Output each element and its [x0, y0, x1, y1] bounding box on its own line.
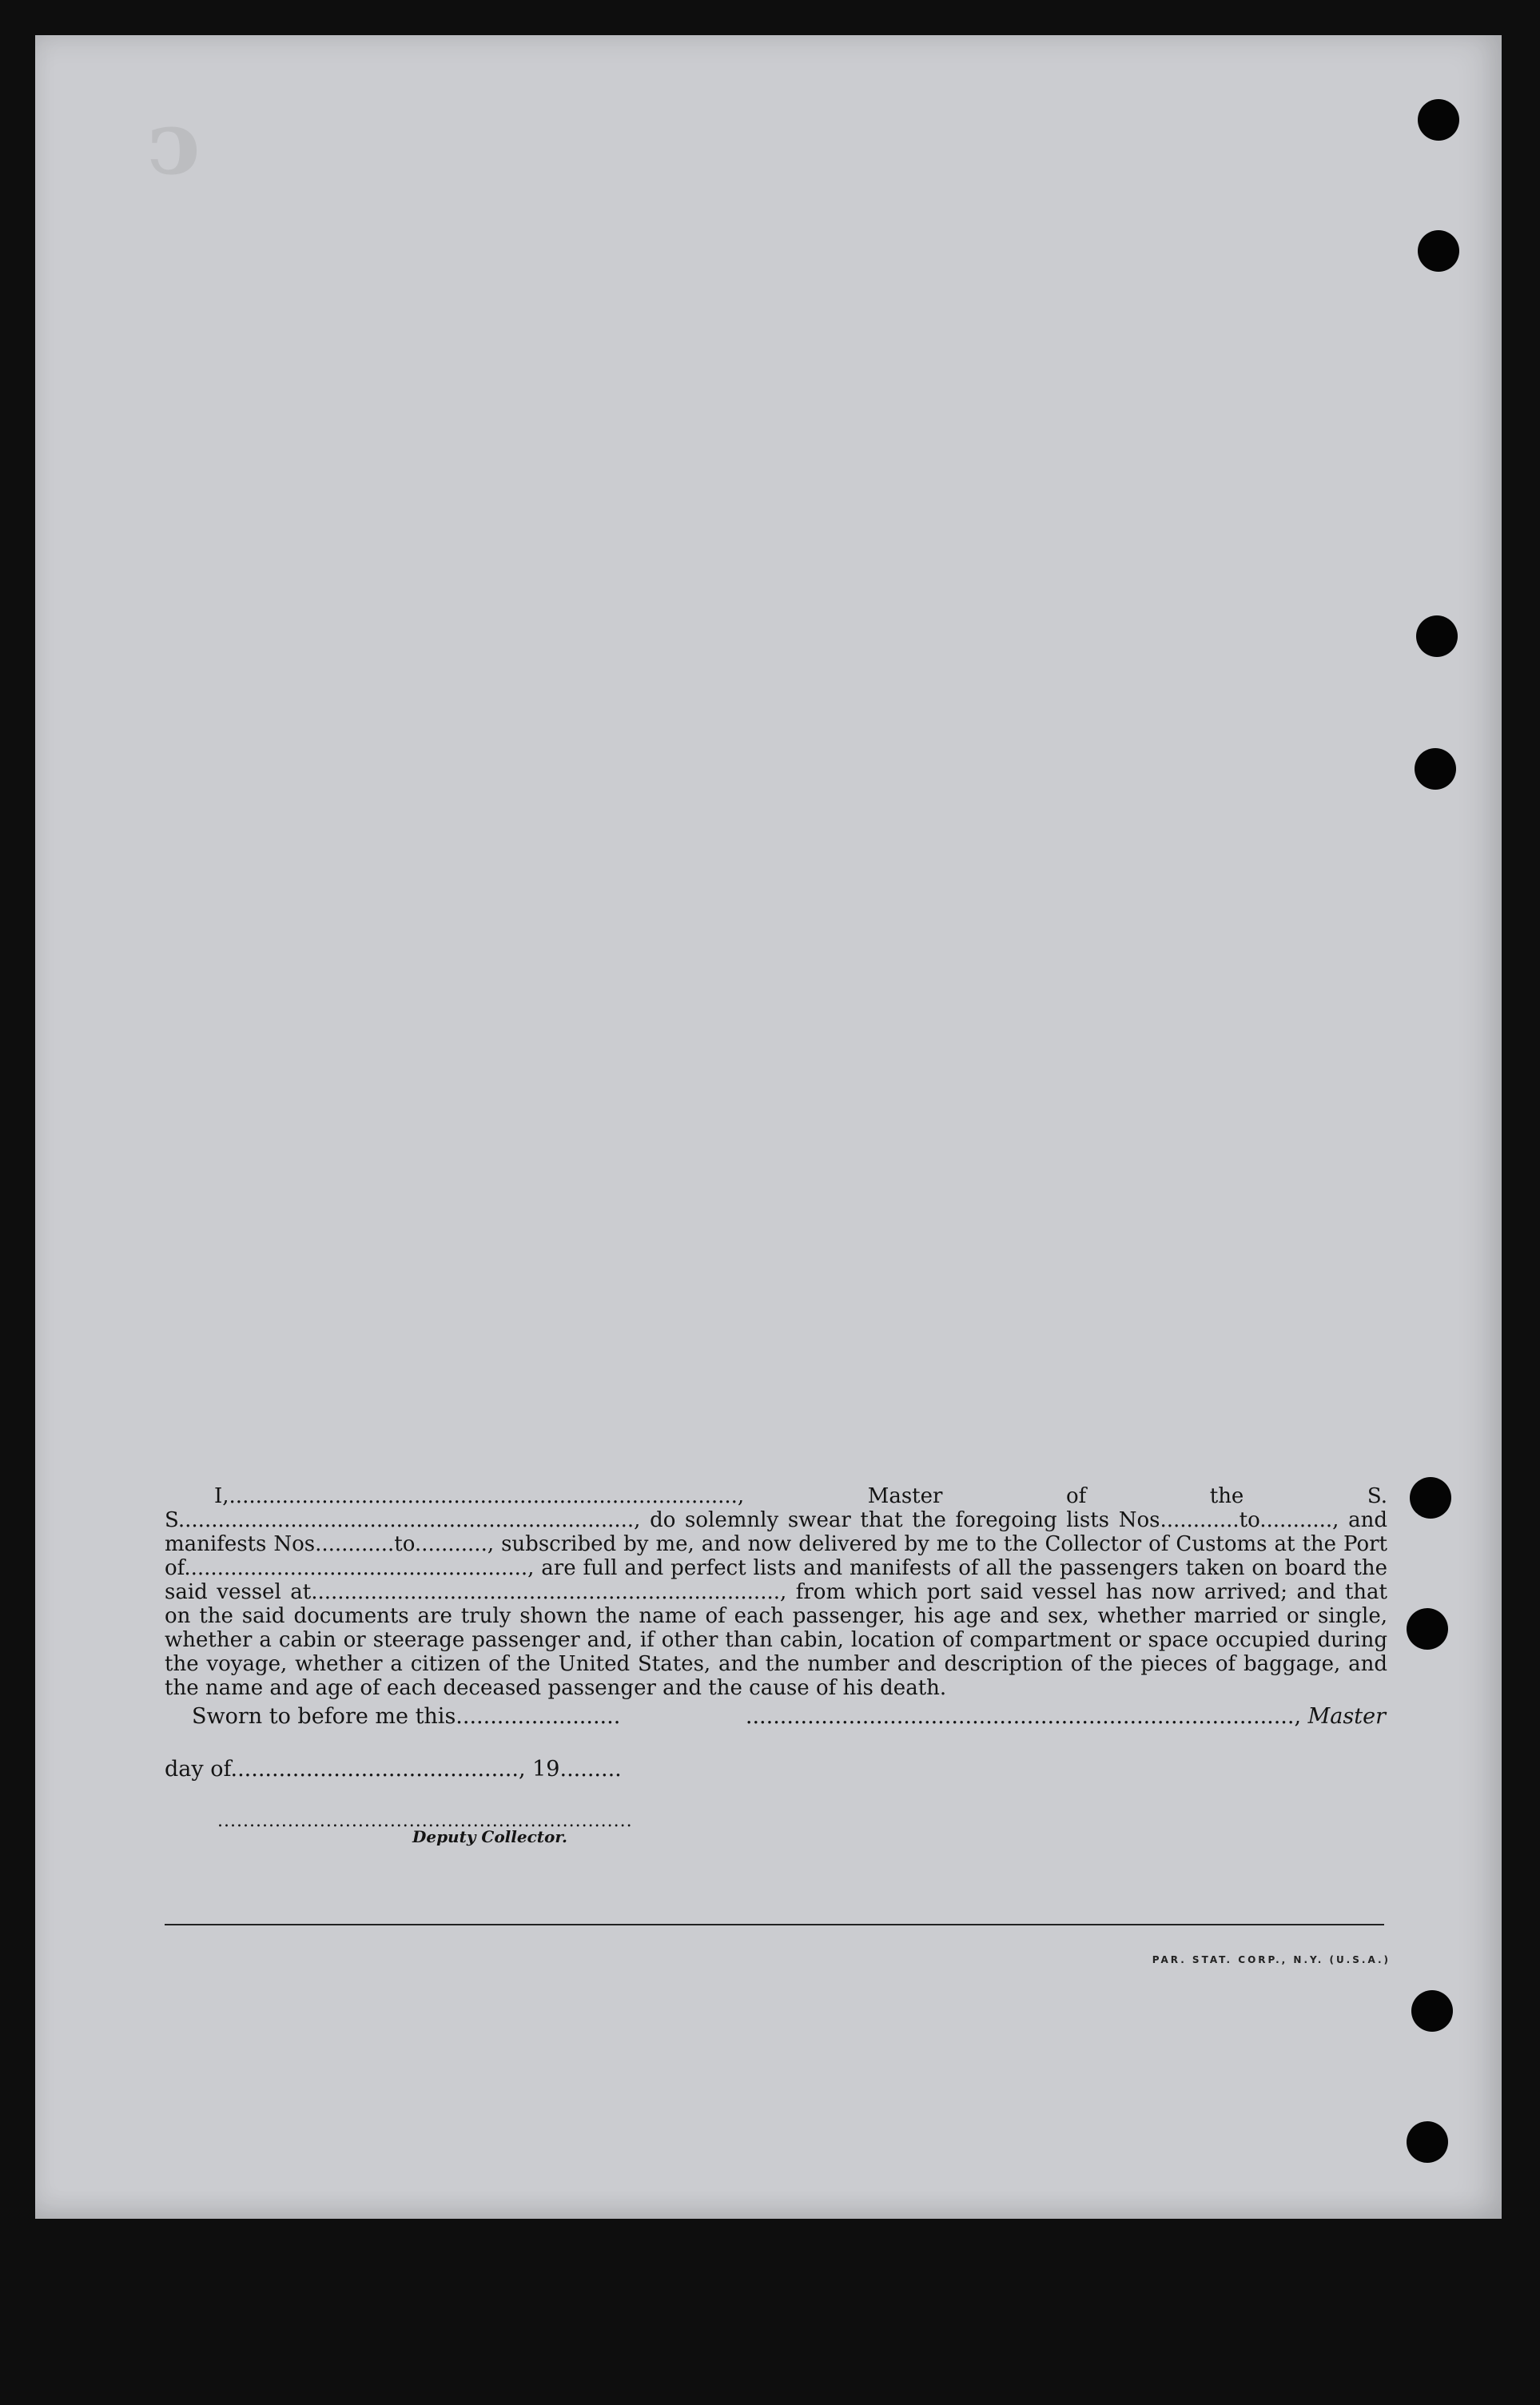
master-dots: ................................................................................, — [745, 1704, 1302, 1729]
punch-hole — [1418, 230, 1459, 272]
day-of-line: day of.........................................., 19......... — [165, 1757, 622, 1782]
sworn-before-me: Sworn to before me this........................ — [192, 1704, 621, 1729]
master-signature-line — [746, 1704, 1386, 1729]
footer-rule — [165, 1924, 1384, 1925]
deputy-signature-dots: ................................................................. — [217, 1811, 633, 1831]
punch-hole — [1407, 1608, 1448, 1650]
punch-hole — [1418, 99, 1459, 141]
punch-hole — [1410, 1477, 1451, 1519]
punch-hole — [1415, 748, 1456, 790]
document-page — [35, 35, 1502, 2219]
oath-body: swear that the foregoing lists Nos............to..........., and manifests Nos............to..........., subscribed by me, and now delivered by me to the Collector of Customs at the Port of...................................................., are full and perfect lists and manifests of all the passengers taken on board the said vessel at......................................................................., from which port said vessel has now arrived; and that on the said documents are truly shown the name of each passenger, his age and sex, whether married or single, whether a cabin or steerage passenger and, if other than cabin, location of compartment or space occupied during the voyage, whether a citizen of the United States, and the number and description of the pieces of baggage, and the name and age of each deceased passenger and the cause of his death. — [165, 1508, 1388, 1700]
master-label: Master — [1307, 1704, 1386, 1729]
punch-hole — [1411, 1990, 1453, 2032]
punch-hole — [1416, 615, 1458, 657]
printer-imprint: PAR. STAT. CORP., N.Y. (U.S.A.) — [1152, 1954, 1391, 1965]
oath-first-line: I,............................................................................., Master of the S. S....................................................................., do solemnly — [165, 1484, 1387, 1532]
punch-hole — [1407, 2121, 1448, 2163]
oath-paragraph — [165, 1484, 1387, 1700]
deputy-collector-label: Deputy Collector. — [412, 1827, 568, 1846]
faint-stamp-mark: ↄ — [147, 91, 201, 194]
